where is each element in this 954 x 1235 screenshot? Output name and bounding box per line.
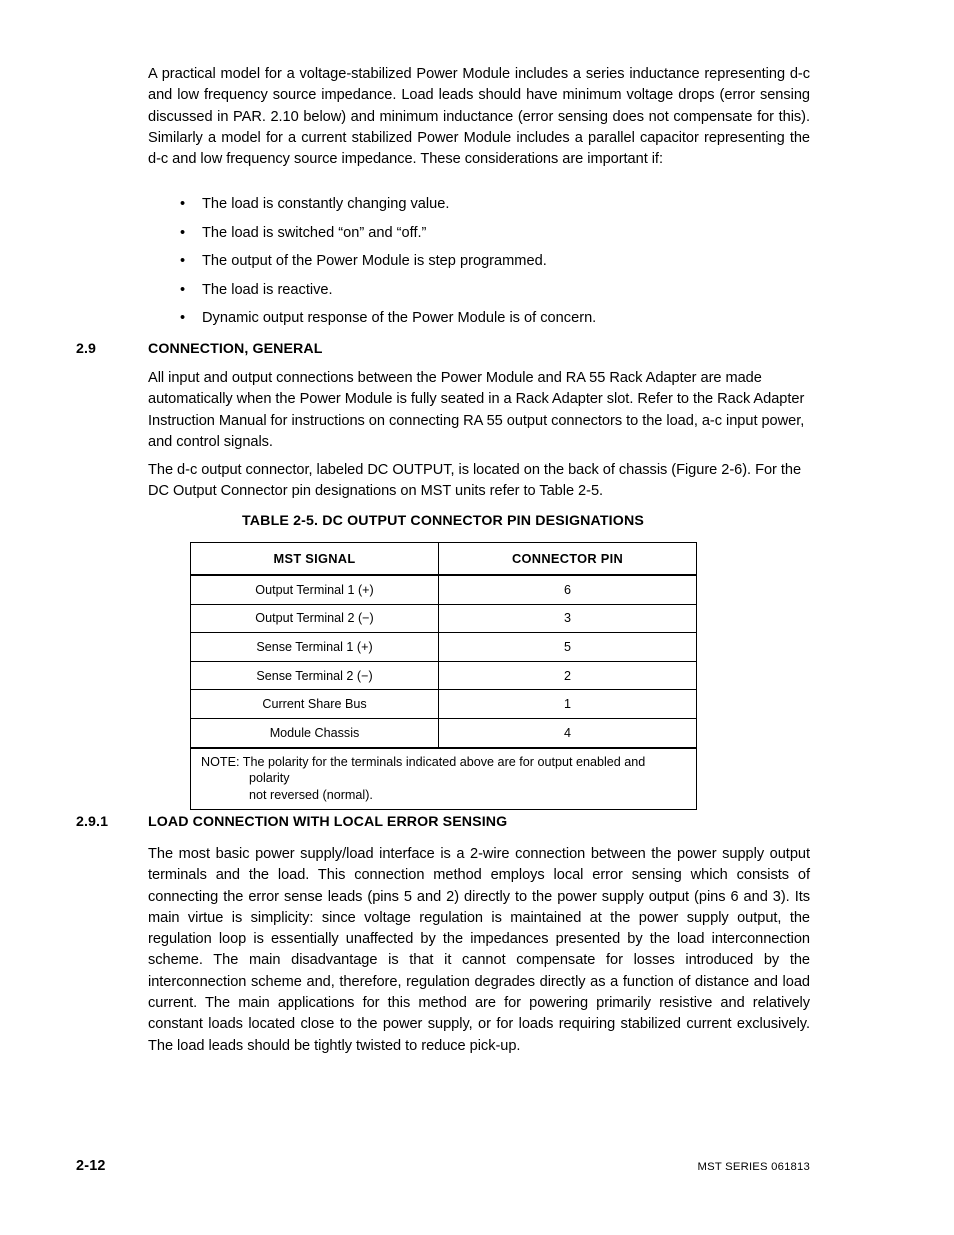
table-2-5-title: TABLE 2-5. DC OUTPUT CONNECTOR PIN DESIGNATIONS — [242, 513, 644, 529]
list-item — [180, 308, 810, 328]
cell-pin: 1 — [439, 690, 697, 719]
section-title: CONNECTION, GENERAL — [148, 341, 323, 357]
section-2-9-paragraph-2-block — [148, 460, 810, 503]
cell-pin: 5 — [439, 633, 697, 662]
column-header-mst-signal: MST SIGNAL — [191, 543, 439, 576]
table-row — [191, 575, 697, 604]
section-2-9-1-paragraph-block — [148, 844, 810, 1057]
cell-signal: Module Chassis — [191, 718, 439, 747]
list-item — [180, 280, 810, 300]
table-row — [191, 690, 697, 719]
intro-paragraph: A practical model for a voltage-stabilized Power Module includes a series inductance representing d-c and low frequency source impedance. Load leads should have minimum voltage drops (error sensing discussed in PAR. 2.10 below) and minimum inductance (error sensing does not compensate for this). Similarly a model for a current stabilized Power Module includes a parallel capacitor representing the d-c and low frequency source impedance. These considerations are important if: — [148, 66, 810, 168]
cell-signal: Current Share Bus — [191, 690, 439, 719]
cell-signal: Output Terminal 2 (−) — [191, 604, 439, 633]
bullet-icon: • — [180, 196, 186, 212]
table-note-line-1: NOTE: The polarity for the terminals indicated above are for output enabled and polarity — [201, 754, 646, 786]
footer-document-id: MST SERIES 061813 — [697, 1161, 810, 1173]
section-number: 2.9 — [76, 341, 97, 357]
section-heading-2-9-1 — [76, 814, 816, 830]
table-row — [191, 633, 697, 662]
list-item-label: The load is switched “on” and “off.” — [202, 224, 427, 241]
table-row — [191, 718, 697, 747]
cell-pin: 4 — [439, 718, 697, 747]
list-item-label: Dynamic output response of the Power Module is of concern. — [202, 310, 597, 326]
list-item-label: The load is constantly changing value. — [202, 196, 450, 212]
section-heading-2-9 — [76, 341, 816, 357]
cell-pin: 2 — [439, 661, 697, 690]
bullet-icon: • — [180, 224, 186, 241]
cell-signal: Output Terminal 1 (+) — [191, 575, 439, 604]
table-row — [191, 604, 697, 633]
bullet-icon: • — [180, 310, 186, 326]
page-number: 2-12 — [76, 1158, 106, 1174]
section-number: 2.9.1 — [76, 814, 109, 830]
column-header-connector-pin: CONNECTOR PIN — [439, 543, 697, 576]
intro-bullet-list — [180, 194, 810, 337]
table-note-row — [191, 748, 697, 810]
list-item-label: The output of the Power Module is step programmed. — [202, 253, 547, 269]
section-title: LOAD CONNECTION WITH LOCAL ERROR SENSING — [148, 814, 508, 830]
section-2-9-paragraph-1: All input and output connections between the Power Module and RA 55 Rack Adapter are made automatically when the Power Module is fully seated in a Rack Adapter slot. Refer to the Rack Adapter Instruction Manual for instructions on connecting RA 55 output connectors to the load, a-c input power, and control signals. — [148, 370, 805, 450]
table-header-row — [191, 543, 697, 576]
cell-pin: 6 — [439, 575, 697, 604]
cell-pin: 3 — [439, 604, 697, 633]
list-item — [180, 194, 810, 214]
section-2-9-1-paragraph: The most basic power supply/load interface is a 2-wire connection between the power supply output terminals and the load. This connection method employs local error sensing which consists of connecting the error sense leads (pins 5 and 2) directly to the power supply output (pins 6 and 3). Its main virtue is simplicity: since voltage regulation is maintained at the power supply output, the regulation loop is essentially unaffected by the impedances presented by the load interconnection scheme. The main disadvantage is that it cannot compensate for losses introduced by the interconnection scheme and, therefore, regulation degrades directly as a function of distance and load current. The main applications for this method are for powering primarily resistive and relatively constant loads located close to the power supply, or for loads requiring stabilized current exclusively. The load leads should be tightly twisted to reduce pick-up. — [148, 846, 810, 1054]
bullet-icon: • — [180, 253, 186, 269]
table-note-line-2: not reversed (normal). — [249, 787, 373, 802]
list-item — [180, 223, 810, 243]
bullet-icon: • — [180, 281, 186, 298]
section-2-9-paragraph-2: The d-c output connector, labeled DC OUTPUT, is located on the back of chassis (Figure 2-6). For the DC Output Connector pin designations on MST units refer to Table 2-5. — [148, 462, 802, 500]
table-2-5 — [190, 542, 697, 810]
table-row — [191, 661, 697, 690]
cell-signal: Sense Terminal 1 (+) — [191, 633, 439, 662]
table-note-cell — [191, 748, 697, 810]
list-item-label: The load is reactive. — [202, 281, 333, 298]
cell-signal: Sense Terminal 2 (−) — [191, 661, 439, 690]
intro-paragraph-block — [148, 64, 810, 170]
section-2-9-paragraph-1-block — [148, 368, 810, 453]
list-item — [180, 251, 810, 271]
